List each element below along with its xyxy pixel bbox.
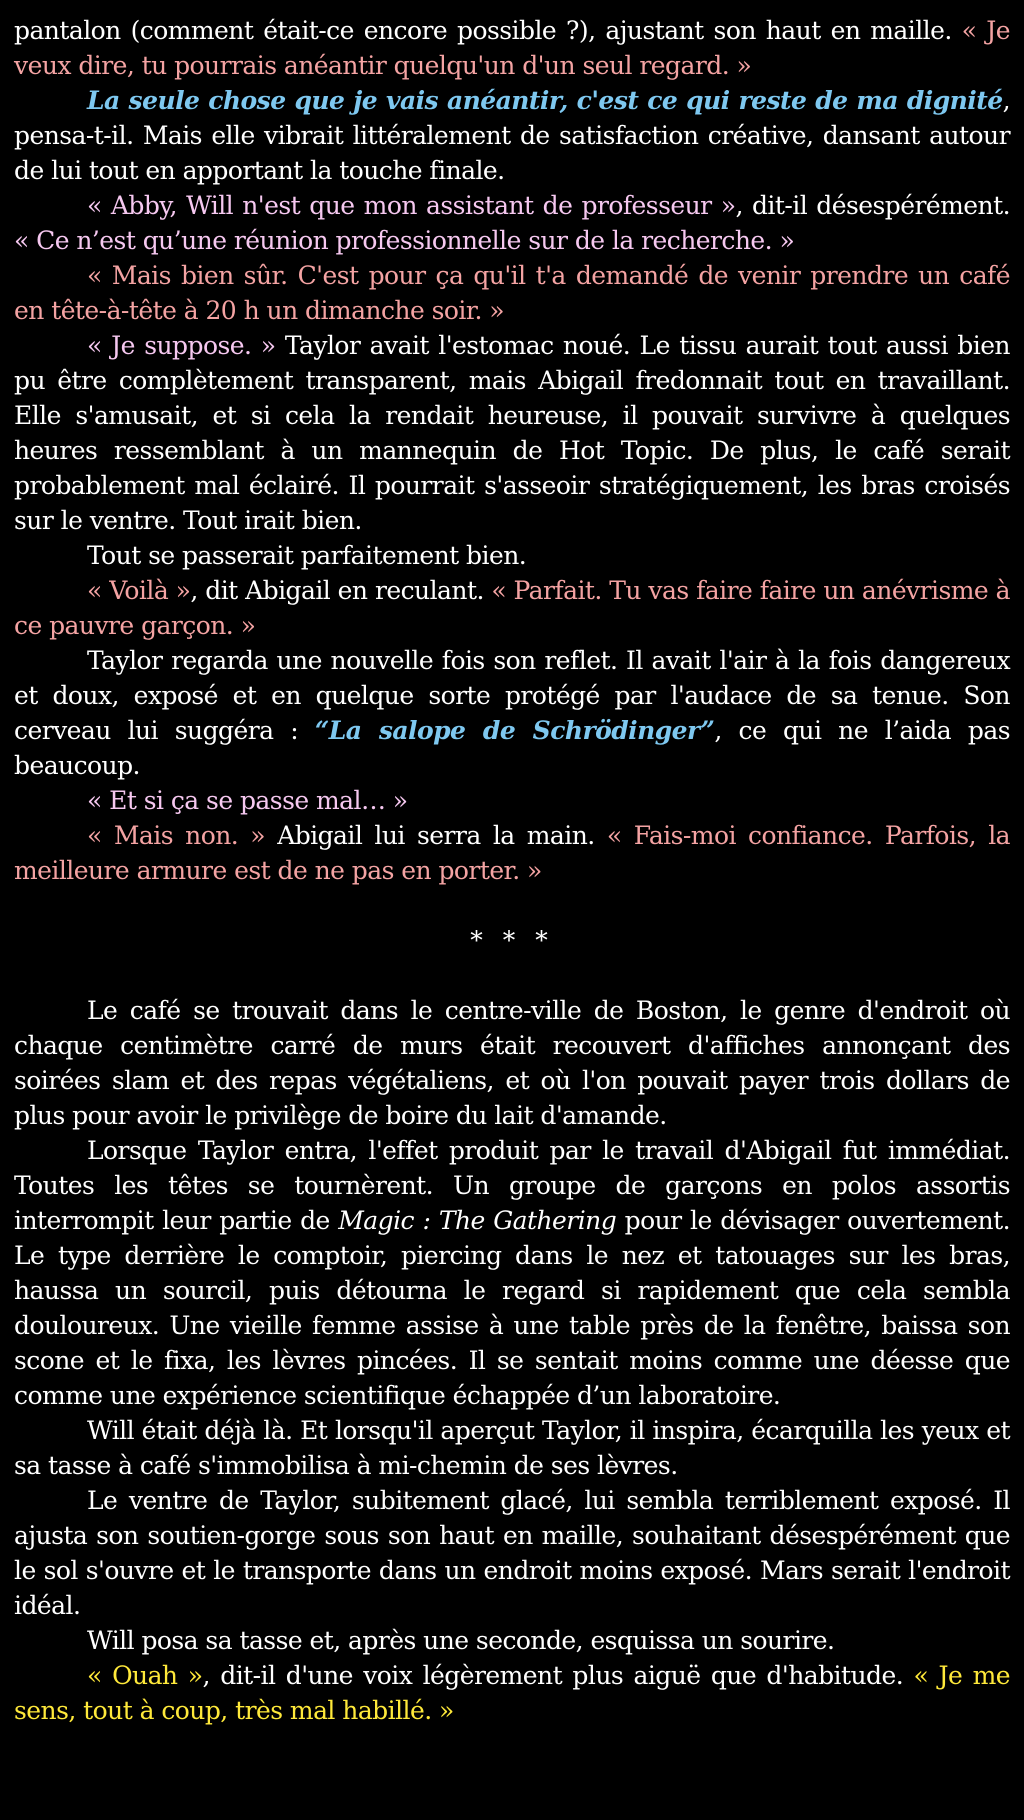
paragraph <box>14 1623 1010 1658</box>
narration: Lorsque Taylor entra, l'effet produit par le travail d'Abigail fut immédiat. Toutes les têtes se tournèrent. Un groupe de garçons en polos assortis interrompit leur partie de <box>14 1136 1010 1235</box>
game-title: Magic : The Gathering <box>338 1206 617 1235</box>
narration: , pensa-t-il. Mais elle vibrait littéralement de satisfaction créative, dansant autour de lui tout en apportant la touche finale. <box>14 86 1010 185</box>
paragraph <box>14 1133 1010 1413</box>
narration: Taylor regarda une nouvelle fois son reflet. Il avait l'air à la fois dangereux et doux, exposé et en quelque sorte protégé par l'audace de sa tenue. Son cerveau lui suggéra : <box>14 646 1010 745</box>
paragraph <box>14 328 1010 538</box>
narration: Tout se passerait parfaitement bien. <box>87 541 527 570</box>
abigail-dialogue: « Voilà » <box>87 576 191 605</box>
narration: Taylor avait l'estomac noué. Le tissu aurait tout aussi bien pu être complètement transparent, mais Abigail fredonnait tout en travaillant. Elle s'amusait, et si cela la rendait heureuse, il pouvait survivre à quelques heures ressemblant à un mannequin de Hot Topic. De plus, le café serait probablement mal éclairé. Il pourrait s'asseoir stratégiquement, les bras croisés sur le ventre. Tout irait bien. <box>14 331 1010 535</box>
narration: Will était déjà là. Et lorsqu'il aperçut Taylor, il inspira, écarquilla les yeux et sa tasse à café s'immobilisa à mi-chemin de ses lèvres. <box>14 1416 1010 1480</box>
paragraph <box>14 1413 1010 1483</box>
paragraph <box>14 573 1010 643</box>
narration: , dit-il désespérément. <box>735 191 1010 220</box>
narration: pantalon (comment était-ce encore possible ?), ajustant son haut en maille. <box>14 16 962 45</box>
paragraph <box>14 1483 1010 1623</box>
abigail-dialogue: « Mais bien sûr. C'est pour ça qu'il t'a demandé de venir prendre un café en tête-à-tête à 20 h un dimanche soir. » <box>14 261 1010 325</box>
narration: Abigail lui serra la main. <box>265 821 607 850</box>
will-dialogue: « Ouah » <box>87 1661 203 1690</box>
abigail-dialogue: « Fais-moi confiance. Parfois, la meilleure armure est de ne pas en porter. » <box>14 821 1010 885</box>
narration: Le café se trouvait dans le centre-ville de Boston, le genre d'endroit où chaque centimètre carré de murs était recouvert d'affiches annonçant des soirées slam et des repas végétaliens, et où l'on pouvait payer trois dollars de plus pour avoir le privilège de boire du lait d'amande. <box>14 996 1010 1130</box>
paragraph <box>14 83 1010 188</box>
paragraph <box>14 538 1010 573</box>
narration: , dit-il d'une voix légèrement plus aiguë que d'habitude. <box>202 1661 914 1690</box>
taylor-dialogue: « Ce n’est qu’une réunion professionnelle sur de la recherche. » <box>14 226 795 255</box>
narration: , dit Abigail en reculant. <box>190 576 492 605</box>
inner-thought: “La salope de Schrödinger” <box>314 716 715 745</box>
paragraph <box>14 188 1010 258</box>
abigail-dialogue: « Je veux dire, tu pourrais anéantir quelqu'un d'un seul regard. » <box>14 16 1011 80</box>
paragraph <box>14 818 1010 888</box>
taylor-dialogue: « Et si ça se passe mal… » <box>87 786 408 815</box>
narration: , ce qui ne l’aida pas beaucoup. <box>14 716 1010 780</box>
narration: Will posa sa tasse et, après une seconde, esquissa un sourire. <box>87 1626 835 1655</box>
paragraph <box>14 643 1010 783</box>
will-dialogue: « Je me sens, tout à coup, très mal habillé. » <box>14 1661 1010 1725</box>
inner-thought: La seule chose que je vais anéantir, c'est ce qui reste de ma dignité <box>87 86 1003 115</box>
narration: Le ventre de Taylor, subitement glacé, lui sembla terriblement exposé. Il ajusta son soutien-gorge sous son haut en maille, souhaitant désespérément que le sol s'ouvre et le transporte dans un endroit moins exposé. Mars serait l'endroit idéal. <box>14 1486 1010 1620</box>
scene-separator: * * * <box>470 926 554 955</box>
paragraph <box>14 993 1010 1133</box>
narration: pour le dévisager ouvertement. Le type derrière le comptoir, piercing dans le nez et tatouages sur les bras, haussa un sourcil, puis détourna le regard si rapidement que cela sembla douloureux. Une vieille femme assise à une table près de la fenêtre, baissa son scone et le fixa, les lèvres pincées. Il se sentait moins comme une déesse que comme une expérience scientifique échappée d’un laboratoire. <box>14 1206 1010 1410</box>
paragraph <box>14 1658 1010 1728</box>
paragraph <box>14 13 1010 83</box>
paragraph <box>14 258 1010 328</box>
taylor-dialogue: « Abby, Will n'est que mon assistant de professeur » <box>87 191 736 220</box>
abigail-dialogue: « Parfait. Tu vas faire faire un anévrisme à ce pauvre garçon. » <box>14 576 1010 640</box>
taylor-dialogue: « Je suppose. » <box>87 331 276 360</box>
paragraph <box>14 783 1010 818</box>
abigail-dialogue: « Mais non. » <box>87 821 266 850</box>
